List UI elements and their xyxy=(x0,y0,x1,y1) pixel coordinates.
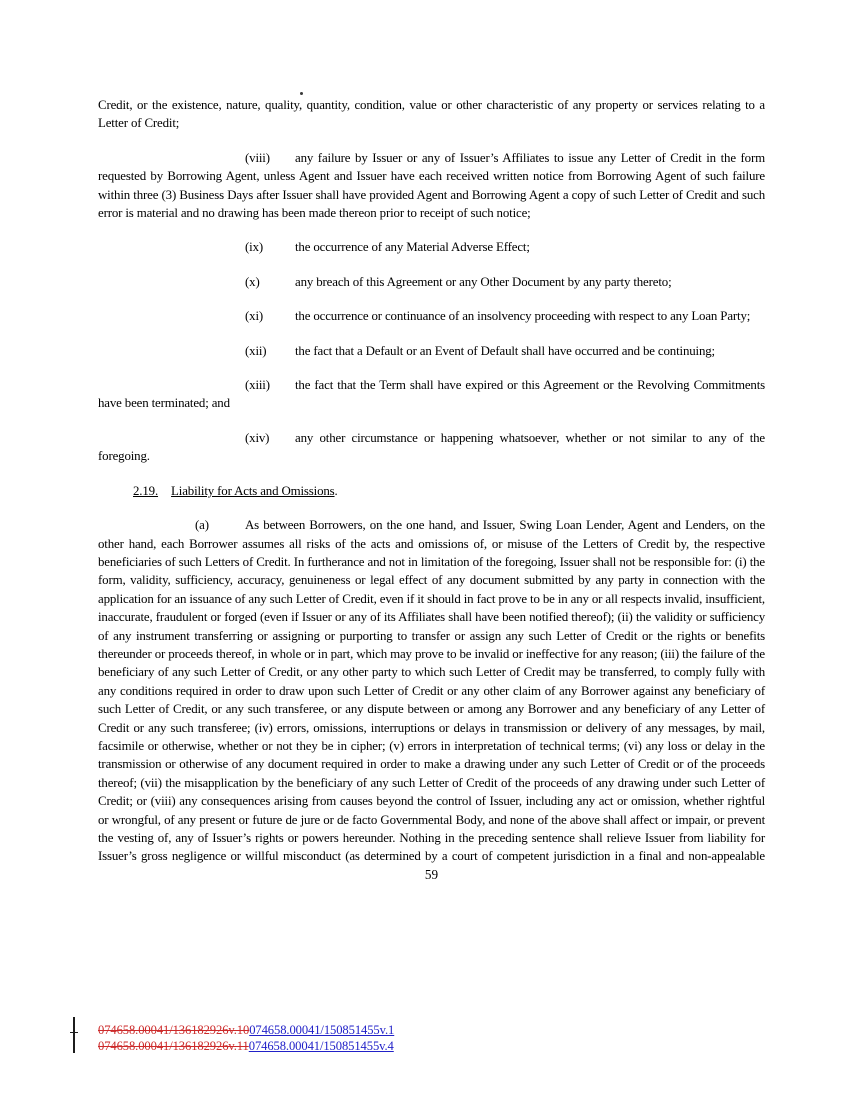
footer-deleted-ref: 074658.00041/136182926v.11 xyxy=(98,1039,249,1053)
footer-inserted-ref: 074658.00041/150851455v.1 xyxy=(249,1023,395,1037)
clause-label: (x) xyxy=(245,274,260,289)
clause-text: any failure by Issuer or any of Issuer’s Affiliates to issue any Letter of Credit in the form requested by Borrowing Agent, unless Agent and Issuer have each received written notice from Borrowing Agent of such failure within three (3) Business Days after Issuer shall have provided Agent and Borrowing Agent a copy of such Letter of Credit and such error is material and no drawing has been made thereon prior to receipt of such notice; xyxy=(98,150,765,221)
continuation-paragraph: Credit, or the existence, nature, quality, quantity, condition, value or other characteristic of any property or services relating to a Letter of Credit; xyxy=(98,98,765,131)
clause-xiii xyxy=(98,376,765,413)
clause-label: (xiii) xyxy=(245,378,270,393)
paragraph-a xyxy=(98,516,765,866)
section-title: Liability for Acts and Omissions xyxy=(171,483,335,498)
paragraph-a-text: As between Borrowers, on the one hand, and Issuer, Swing Loan Lender, Agent and Lenders, on the other hand, each Borrower assumes all risks of the acts and omissions of, or misuse of the Letters of Credit by, the respective beneficiaries of such Letters of Credit. In furtherance and not in limitation of the foregoing, Issuer shall not be responsible for: (i) the form, validity, sufficiency, accuracy, genuineness or legal effect of any document submitted by any party in connection with the application for an issuance of any such Letter of Credit, even if it should in fact prove to be in any or all respects invalid, insufficient, inaccurate, fraudulent or forged (even if Issuer or any of its Affiliates shall have been notified thereof); (ii) the validity or sufficiency of any instrument transferring or assigning or purporting to transfer or assign any such Letter of Credit or the rights or benefits thereunder or proceeds thereof, in whole or in part, which may prove to be invalid or ineffective for any reason; (iii) the failure of the beneficiary of any such Letter of Credit, or any other party to which such Letter of Credit may be transferred, to comply fully with any conditions required in order to draw upon such Letter of Credit or any other claim of any Borrower against any beneficiary of such Letter of Credit, or any such transferee, or any dispute between or among any Borrower and any beneficiary of any Letter of Credit or any such transferee; (iv) errors, omissions, interruptions or delays in transmission or delivery of any messages, by mail, facsimile or otherwise, whether or not they be in cipher; (v) errors in interpretation of technical terms; (vi) any loss or delay in the transmission or otherwise of any document required in order to make a drawing under any such Letter of Credit or of the proceeds thereof; (vii) the misapplication by the beneficiary of any such Letter of Credit of the proceeds of any drawing under such Letter of Credit; or (viii) any consequences arising from causes beyond the control of Issuer, including any act or omission, whether rightful or wrongful, of any present or future de jure or de facto Governmental Body, and none of the above shall affect or impair, or prevent the vesting of, any of Issuer’s rights or powers hereunder. Nothing in the preceding sentence shall relieve Issuer from liability for Issuer’s gross negligence or willful misconduct (as determined by a court of competent jurisdiction in a final and non-appealable xyxy=(98,518,765,864)
clause-label: (ix) xyxy=(245,240,264,255)
clause-xii xyxy=(98,342,765,360)
clause-label: (xiv) xyxy=(245,430,270,445)
clause-label: (xi) xyxy=(245,309,264,324)
footer-inserted-ref: 074658.00041/150851455v.4 xyxy=(248,1039,394,1053)
clause-xiv xyxy=(98,429,765,466)
clause-text: the fact that the Term shall have expired or this Agreement or the Revolving Commitments have been terminated; and xyxy=(98,378,765,411)
clause-label: (viii) xyxy=(245,150,270,165)
clause-x xyxy=(98,273,765,291)
section-heading xyxy=(98,482,765,500)
clause-text: the fact that a Default or an Event of Default shall have occurred and be continuing; xyxy=(295,343,715,358)
stray-mark xyxy=(300,92,303,95)
change-bar-tick xyxy=(70,1032,78,1033)
clause-text: the occurrence of any Material Adverse Effect; xyxy=(295,240,530,255)
section-title-period: . xyxy=(334,483,338,498)
change-bar xyxy=(73,1017,75,1053)
clause-viii xyxy=(98,149,765,223)
clause-text: any breach of this Agreement or any Other Document by any party thereto; xyxy=(295,274,672,289)
document-body xyxy=(98,96,765,884)
clause-label: (xii) xyxy=(245,343,267,358)
footer-deleted-ref: 074658.00041/136182926v.10 xyxy=(98,1023,250,1037)
footer-line xyxy=(98,1038,598,1054)
document-footer xyxy=(98,1022,598,1054)
clause-text: the occurrence or continuance of an insolvency proceeding with respect to any Loan Party; xyxy=(295,309,751,324)
section-number: 2.19. xyxy=(133,483,159,498)
clause-ix xyxy=(98,238,765,256)
paragraph-a-label: (a) xyxy=(195,518,209,533)
footer-line xyxy=(98,1022,598,1038)
page-number: 59 xyxy=(424,866,439,882)
clause-xi xyxy=(98,307,765,325)
clause-text: any other circumstance or happening whatsoever, whether or not similar to any of the foregoing. xyxy=(98,430,765,464)
